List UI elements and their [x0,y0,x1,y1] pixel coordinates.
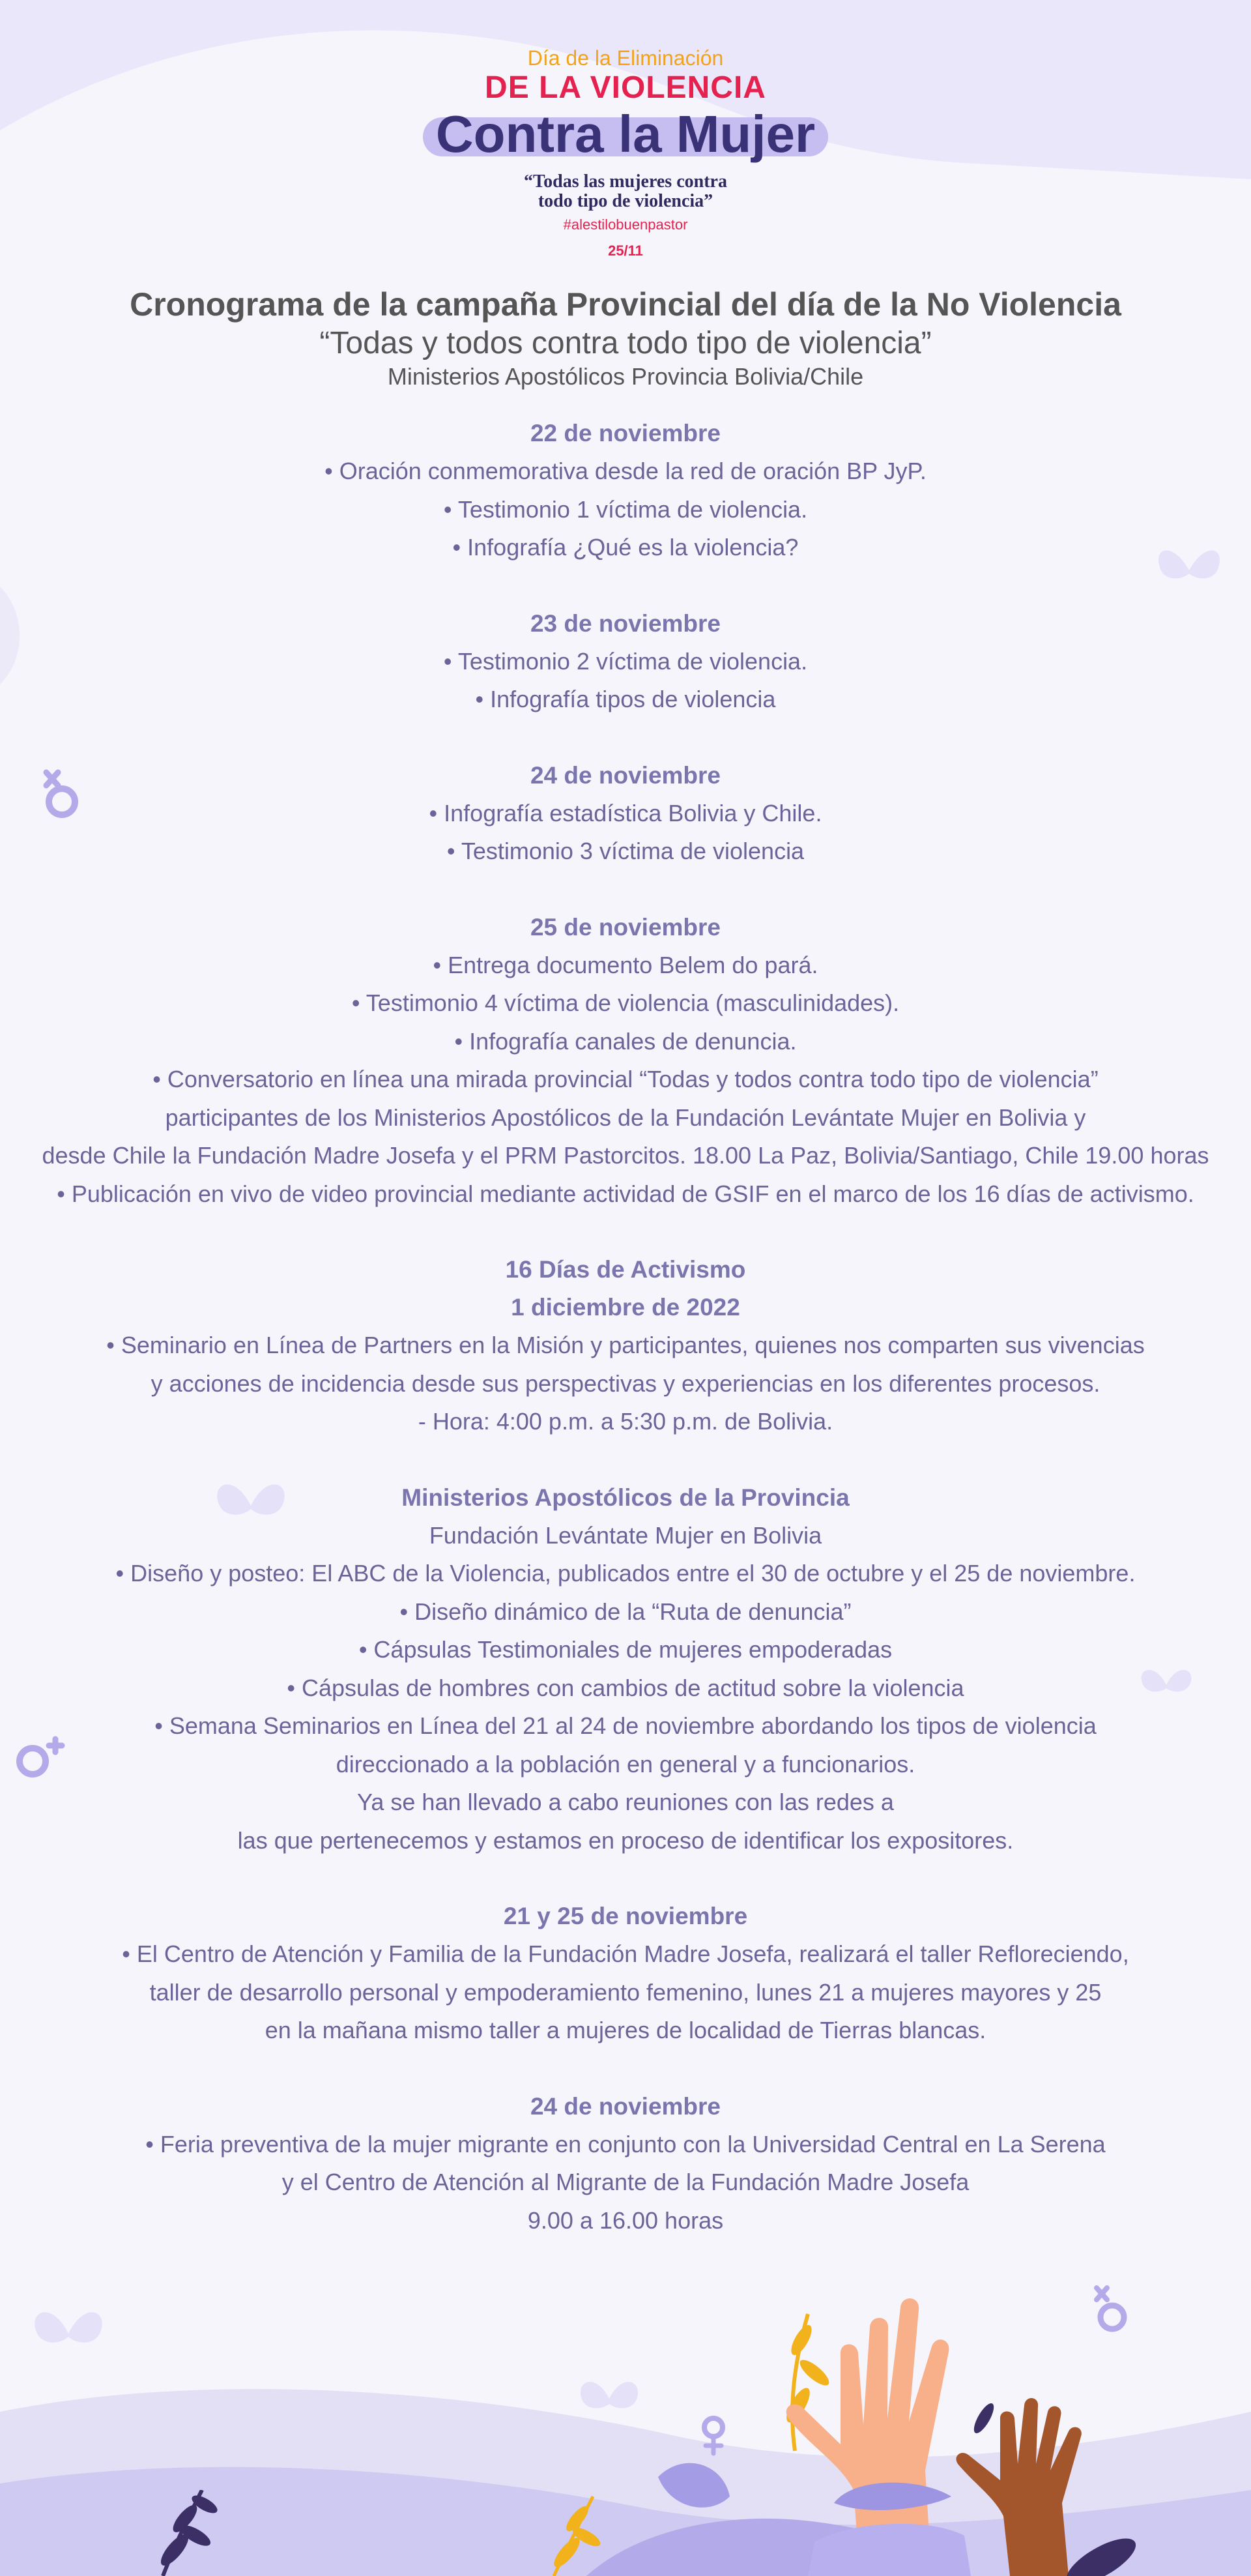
butterfly-icon [26,2294,111,2360]
page-title: Cronograma de la campaña Provincial del día de la No Violencia [130,286,1121,323]
section-line: • Cápsulas Testimoniales de mujeres empoderadas [358,1636,893,1663]
section-line: • Cápsulas de hombres con cambios de actitud sobre la violencia [287,1674,964,1701]
section-heading: 24 de noviembre [530,761,721,789]
section-line: • Conversatorio en línea una mirada provincial “Todas y todos contra todo tipo de violencia” [152,1066,1099,1092]
section-line: y el Centro de Atención al Migrante de la Fundación Madre Josefa [281,2169,970,2195]
section-heading: 21 y 25 de noviembre [503,1903,748,1929]
logo-quote-1: “Todas las mujeres contra [524,171,727,192]
section-line: direccionado a la población en general y a funcionarios. [336,1750,915,1778]
schedule-section [39,2088,1212,2240]
schedule-sections [39,415,1212,2240]
section-line: • Seminario en Línea de Partners en la Misión y participantes, quienes nos comparten sus vivencias [106,1332,1145,1358]
schedule-section [39,1251,1212,1441]
section-line: desde Chile la Fundación Madre Josefa y el PRM Pastorcitos. 18.00 La Paz, Bolivia/Santiago, Chile 19.00 horas [42,1142,1209,1169]
organization-name: Ministerios Apostólicos Provincia Bolivia/Chile [387,363,864,390]
section-line: • Infografía canales de denuncia. [454,1027,797,1055]
section-heading: 24 de noviembre [530,2092,721,2120]
logo-quote-2: todo tipo de violencia” [538,191,713,211]
raised-hand-illustration [645,2255,1166,2576]
logo-line-violence: DE LA VIOLENCIA [485,70,766,105]
section-line: Fundación Levántate Mujer en Bolivia [429,1521,822,1549]
page-subtitle: “Todas y todos contra todo tipo de violencia” [319,326,932,360]
section-line: • Diseño y posteo: El ABC de la Violencia, publicados entre el 30 de octubre y el 25 de noviembre. [115,1560,1136,1587]
butterfly-icon [573,2366,645,2425]
schedule-section [39,605,1212,719]
logo-date: 25/11 [608,242,643,259]
section-line: • Testimonio 2 víctima de violencia. [443,647,808,675]
section-line: • Feria preventiva de la mujer migrante en conjunto con la Universidad Central en La Serena [145,2130,1106,2158]
logo-line-women: Contra la Mujer [423,106,828,163]
logo-hashtag: #alestilobuenpastor [563,216,688,233]
leaf-branch-icon [137,2490,228,2576]
section-line: 9.00 a 16.00 horas [527,2206,724,2234]
left-edge-shape [0,587,20,684]
schedule-section [39,415,1212,567]
section-line: • El Centro de Atención y Familia de la Fundación Madre Josefa, realizará el taller Refloreciendo, [122,1940,1129,1967]
section-heading: Ministerios Apostólicos de la Provincia [401,1484,850,1511]
section-line: Ya se han llevado a cabo reuniones con las redes a [357,1789,894,1815]
section-line: • Infografía tipos de violencia [475,686,776,712]
section-heading: 23 de noviembre [530,609,721,637]
section-line: - Hora: 4:00 p.m. a 5:30 p.m. de Bolivia. [418,1408,833,1435]
section-line: y acciones de incidencia desde sus perspectivas y experiencias en los diferentes procesos. [151,1369,1100,1397]
section-line: • Testimonio 3 víctima de violencia [446,838,805,864]
section-line: • Diseño dinámico de la “Ruta de denuncia” [399,1598,852,1625]
section-heading: 25 de noviembre [530,913,721,941]
campaign-logo [0,46,1251,261]
section-line: • Semana Seminarios en Línea del 21 al 24 de noviembre abordando los tipos de violencia [154,1712,1097,1739]
section-line: • Infografía ¿Qué es la violencia? [452,534,799,561]
section-heading: 22 de noviembre [530,420,721,446]
section-line: taller de desarrollo personal y empoderamiento femenino, lunes 21 a mujeres mayores y 25 [149,1978,1102,2006]
section-line: • Testimonio 4 víctima de violencia (masculinidades). [351,989,900,1016]
section-line: en la mañana mismo taller a mujeres de localidad de Tierras blancas. [265,2017,986,2043]
section-heading: 1 diciembre de 2022 [511,1294,740,1321]
section-line: las que pertenecemos y estamos en proceso de identificar los expositores. [237,1826,1014,1854]
leaf-branch-icon [534,2490,612,2576]
section-line: • Publicación en vivo de video provincial mediante actividad de GSIF en el marco de los 16 días de activismo. [57,1180,1194,1207]
section-line: • Entrega documento Belem do pará. [433,951,818,978]
section-line: • Testimonio 1 víctima de violencia. [443,495,808,523]
logo-line-day: Día de la Eliminación [527,46,724,70]
section-heading: 16 Días de Activismo [505,1256,746,1283]
schedule-section [39,1479,1212,1860]
section-line: • Oración conmemorativa desde la red de oración BP JyP. [324,458,927,484]
section-line: participantes de los Ministerios Apostólicos de la Fundación Levántate Mujer en Bolivia y [165,1104,1086,1131]
section-line: • Infografía estadística Bolivia y Chile. [429,799,822,827]
schedule-section [39,1897,1212,2050]
schedule-section [39,909,1212,1214]
schedule-section [39,757,1212,871]
schedule-content [39,284,1212,2277]
